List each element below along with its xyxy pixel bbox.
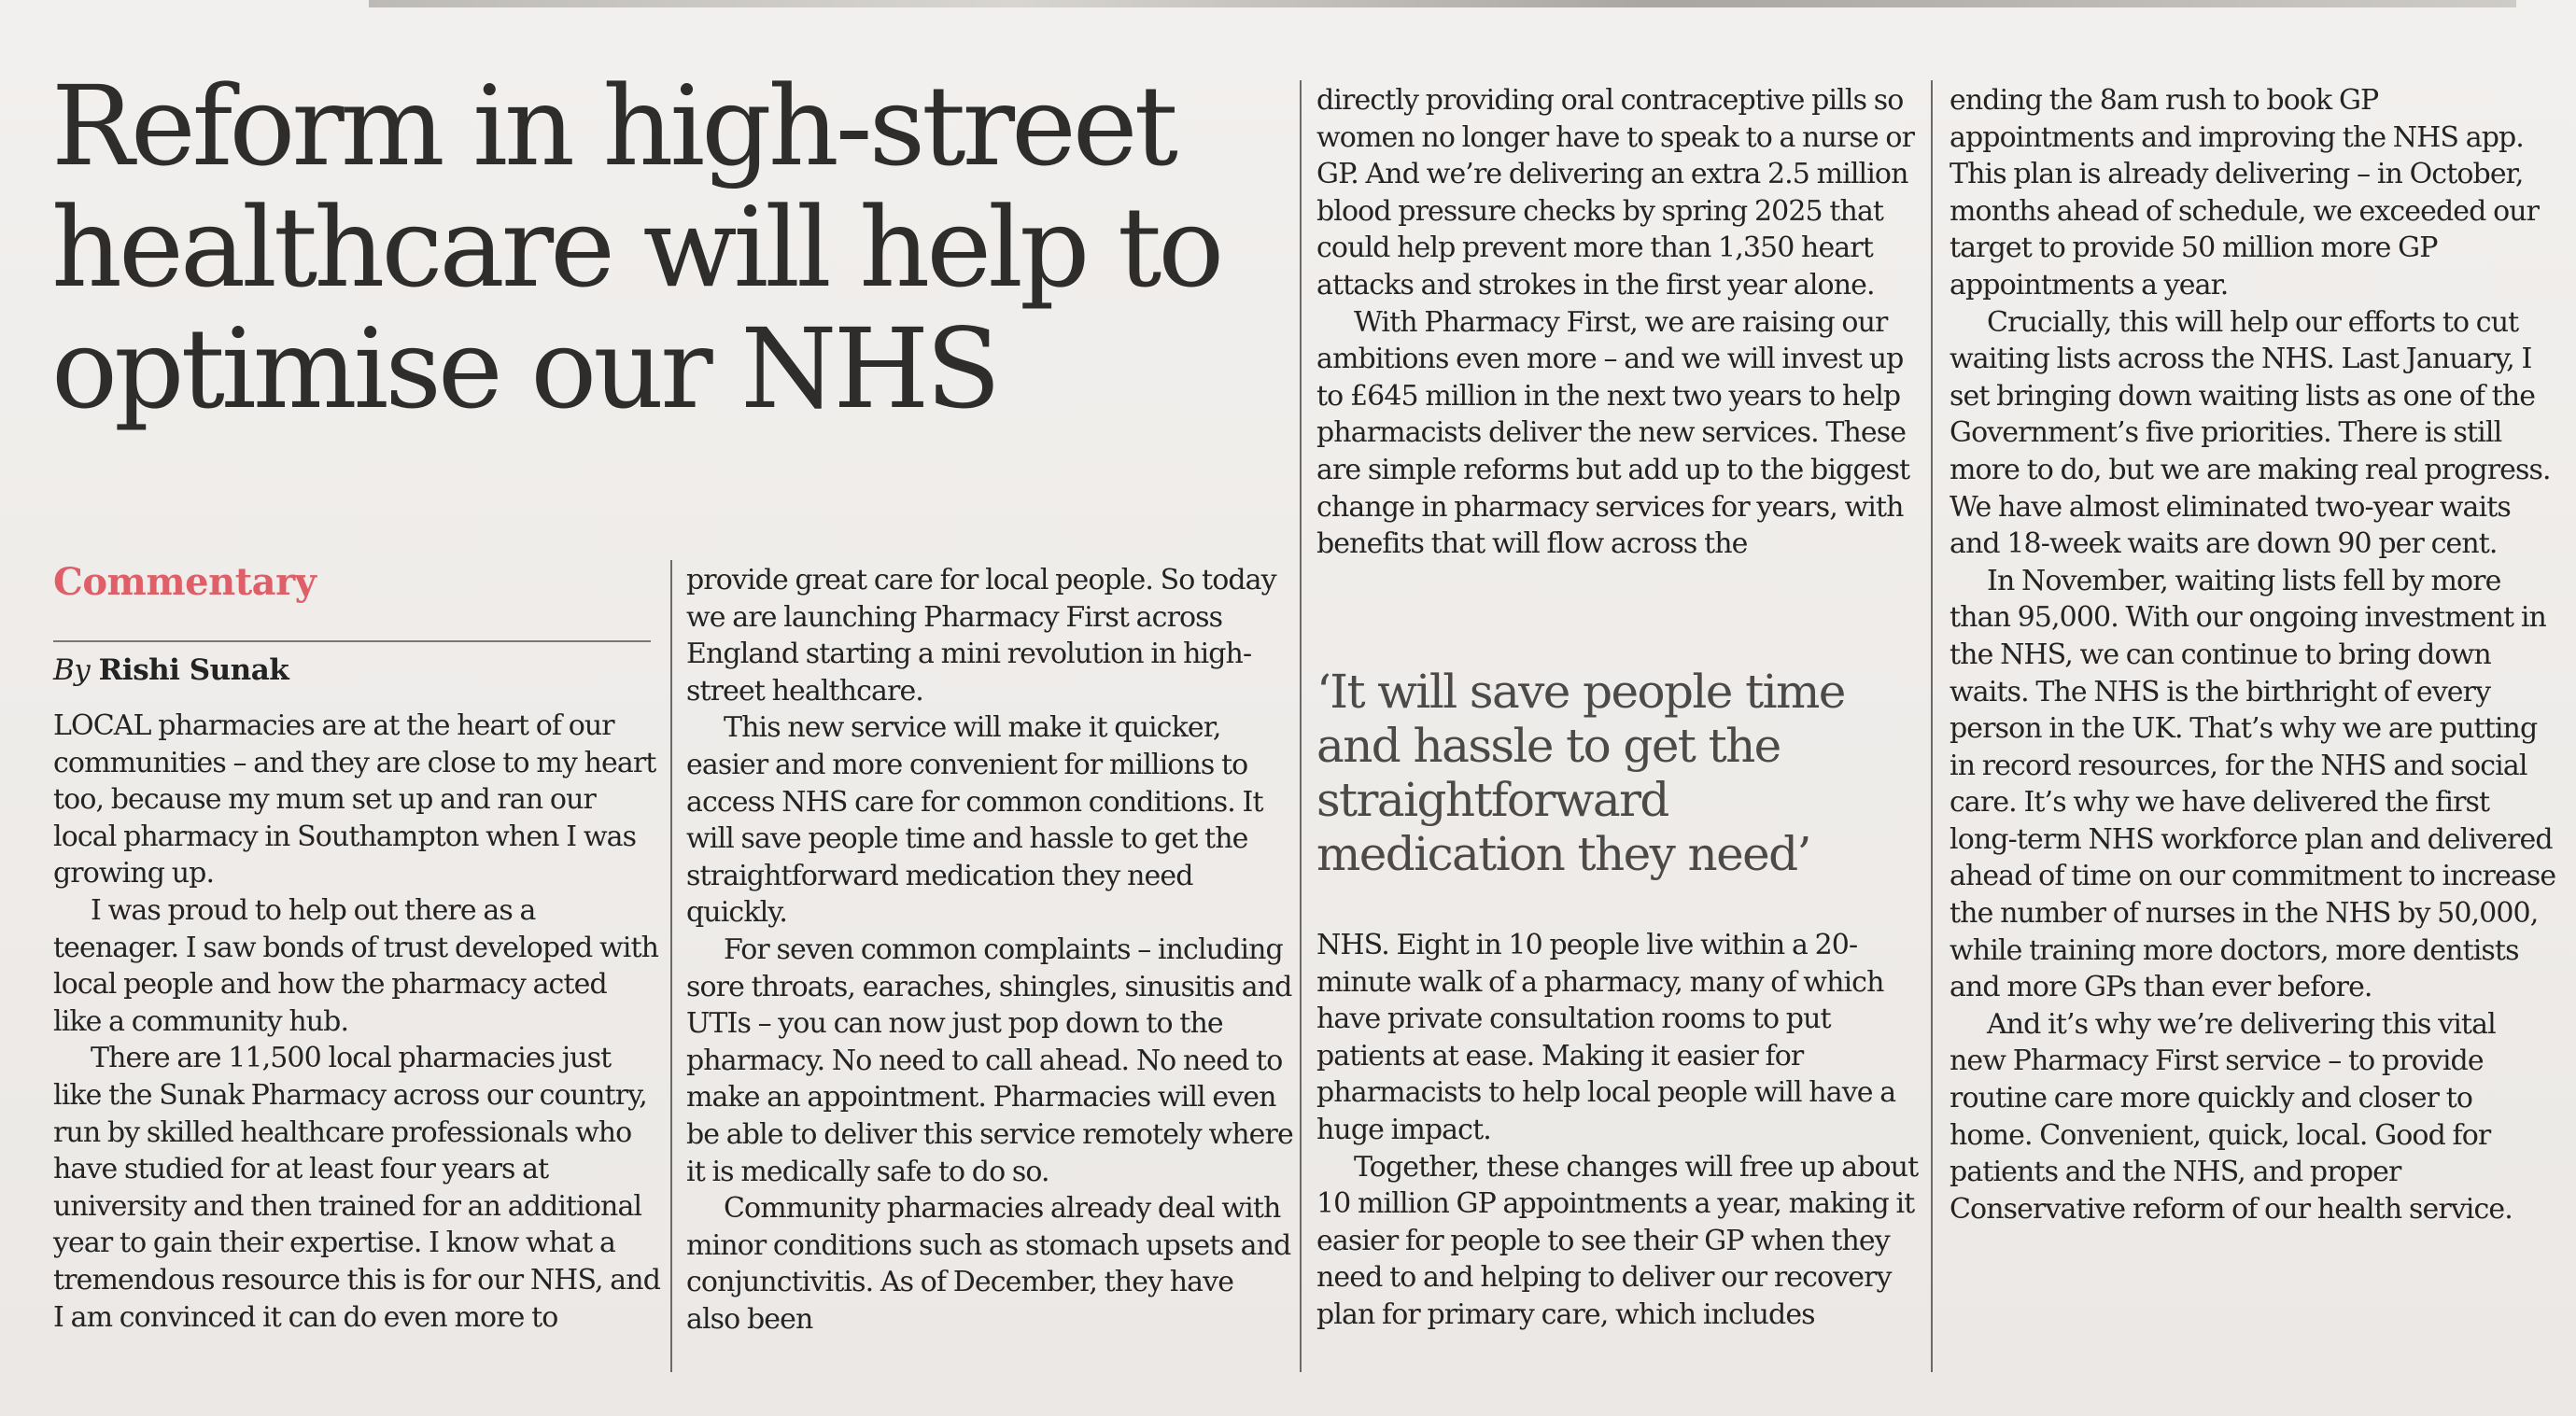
- top-image-strip: [369, 0, 2516, 7]
- column-4: [1950, 82, 2556, 1227]
- paragraph: provide great care for local people. So today we are launching Pharmacy First across England starting a mini revolution in high-street healthcare.: [686, 564, 1276, 708]
- byline: [53, 648, 289, 693]
- paragraph: Together, these changes will free up about 10 million GP appointments a year, making it easier for people to see their GP when they need to and helping to deliver our recovery plan for primary care, which includes: [1316, 1150, 1919, 1331]
- paragraph: LOCAL pharmacies are at the heart of our communities – and they are close to my heart too, because my mum set up and ran our local pharmacy in Southampton when I was growing up.: [53, 709, 656, 890]
- paragraph: Crucially, this will help our efforts to cut waiting lists across the NHS. Last January, I set bringing down waiting lists as one of the Government’s five priorities. There is still more to do, but we are making real progress. We have almost eliminated two-year waits and 18-week waits are down 90 per cent.: [1950, 305, 2551, 561]
- paragraph: In November, waiting lists fell by more than 95,000. With our ongoing investment in the NHS, we can continue to bring down waits. The NHS is the birthright of every person in the UK. That’s why we are putting in record resources, for the NHS and social care. It’s why we have delivered the first long-term NHS workforce plan and delivered ahead of time on our commitment to increase the number of nurses in the NHS by 50,000, while training more doctors, more dentists and more GPs than ever before.: [1950, 564, 2556, 1004]
- paragraph: This new service will make it quicker, easier and more convenient for millions to access NHS care for common conditions. It will save people time and hassle to get the straightforward medication they need quickly.: [686, 711, 1263, 930]
- byline-prefix: By: [53, 653, 91, 687]
- paragraph: I was proud to help out there as a teenager. I saw bonds of trust developed with local people and how the pharmacy acted like a community hub.: [53, 893, 659, 1038]
- paragraph: There are 11,500 local pharmacies just like the Sunak Pharmacy across our country, run by skilled healthcare professionals who have studied for at least four years at university and then trained for an additional year to gain their expertise. I know what a tremendous resource this is for our NHS, and I am convinced it can do even more to: [53, 1042, 661, 1334]
- pull-quote: ‘It will save people time and hassle to get the straightforward medication they need’: [1316, 665, 1845, 881]
- kicker-rule: [53, 640, 651, 642]
- section-kicker: Commentary: [53, 560, 317, 604]
- column-1: [53, 708, 660, 1336]
- paragraph: Community pharmacies already deal with minor conditions such as stomach upsets and conjunctivitis. As of December, they have also been: [686, 1192, 1291, 1336]
- column-3-top: [1316, 82, 1923, 563]
- column-rule-1: [670, 560, 672, 1372]
- author-name: Rishi Sunak: [98, 653, 289, 687]
- paragraph: directly providing oral contraceptive pills so women no longer have to speak to a nurse or GP. And we’re delivering an extra 2.5 million blood pressure checks by spring 2025 that could help prevent more than 1,350 heart attacks and strokes in the first year alone.: [1316, 84, 1915, 301]
- paragraph: For seven common complaints – including sore throats, earaches, shingles, sinusitis and UTIs – you can now just pop down to the pharmacy. No need to call ahead. No need to make an appointment. Pharmacies will even be able to deliver this service remotely where it is medically safe to do so.: [686, 932, 1293, 1188]
- paragraph: NHS. Eight in 10 people live within a 20-minute walk of a pharmacy, many of which have private consultation rooms to put patients at ease. Making it easier for pharmacists to help local people will have a huge impact.: [1316, 929, 1896, 1146]
- column-3-bottom: [1316, 927, 1923, 1334]
- column-rule-2: [1300, 80, 1302, 1372]
- column-rule-3: [1931, 80, 1933, 1372]
- paragraph: With Pharmacy First, we are raising our ambitions even more – and we will invest up to £645 million in the next two years to help pharmacists deliver the new services. These are simple reforms but add up to the biggest change in pharmacy services for years, with benefits that will flow across the: [1316, 305, 1910, 561]
- paragraph: And it’s why we’re delivering this vital new Pharmacy First service – to provide routine care more quickly and closer to home. Convenient, quick, local. Good for patients and the NHS, and proper Conservative reform of our health service.: [1950, 1007, 2513, 1226]
- column-2: [686, 562, 1293, 1338]
- paragraph: ending the 8am rush to book GP appointments and improving the NHS app. This plan is already delivering – in October, months ahead of schedule, we exceeded our target to provide 50 million more GP appointments a year.: [1950, 84, 2540, 301]
- headline: Reform in high-street healthcare will help to optimise our NHS: [51, 62, 1221, 433]
